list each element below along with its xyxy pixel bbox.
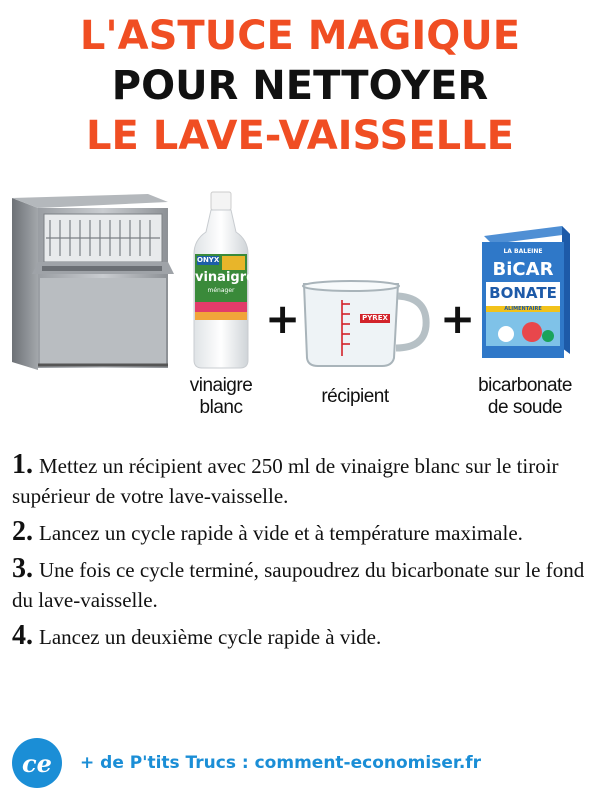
step-number: 2. [12, 516, 33, 547]
step-3 [12, 554, 592, 615]
pyrex-label: PYREX [362, 314, 388, 322]
plus-sign-2: + [440, 294, 476, 343]
steps-list [12, 450, 592, 658]
logo-text: ce [22, 748, 52, 778]
vinegar-brand: ONYX [197, 256, 220, 264]
step-2 [12, 517, 592, 548]
step-text: Lancez un cycle rapide à vide et à température maximale. [39, 521, 523, 545]
step-number: 4. [12, 620, 33, 651]
vinegar-bottle-icon [186, 190, 256, 370]
step-1 [12, 450, 592, 511]
plus-sign-1: + [265, 294, 301, 343]
bicarbonate-box-icon [476, 222, 572, 362]
vinegar-caption [176, 375, 266, 419]
bicarbonate-box-line2: BONATE [489, 284, 557, 302]
dishwasher-icon [8, 190, 174, 370]
container-caption: récipient [321, 386, 389, 407]
vinegar-label: vinaigre [195, 270, 255, 285]
vinegar-caption-line2: blanc [199, 397, 243, 418]
vinegar-caption-line1: vinaigre [189, 375, 253, 396]
step-number: 3. [12, 553, 33, 584]
title-line-1: L'ASTUCE MAGIQUE [79, 13, 521, 59]
bicarbonate-caption-line1: bicarbonate [478, 375, 572, 396]
step-4 [12, 621, 592, 652]
vinegar-sublabel: ménager [207, 287, 235, 294]
bicarbonate-caption [462, 375, 588, 419]
ce-logo-icon [12, 738, 62, 788]
step-text: Lancez un deuxième cycle rapide à vide. [39, 625, 382, 649]
step-number: 1. [12, 449, 33, 480]
footer [12, 738, 481, 788]
step-text: Une fois ce cycle terminé, saupoudrez du bicarbonate sur le fond du lave-vaisselle. [12, 558, 585, 612]
bicarbonate-caption-line2: de soude [487, 397, 563, 418]
title-line-3: LE LAVE-VAISSELLE [86, 113, 514, 159]
bicarbonate-box-line1: BiCAR [492, 259, 554, 280]
bicarbonate-brand: LA BALEINE [503, 248, 543, 255]
title-line-2: POUR NETTOYER [111, 63, 489, 109]
step-text: Mettez un récipient avec 250 ml de vinaigre blanc sur le tiroir supérieur de votre lave-vaisselle. [12, 454, 559, 508]
measuring-cup-icon [298, 278, 434, 370]
footer-link[interactable]: + de P'tits Trucs : comment-economiser.fr [80, 753, 482, 773]
bicarbonate-box-line3: ALIMENTAIRE [504, 306, 542, 312]
